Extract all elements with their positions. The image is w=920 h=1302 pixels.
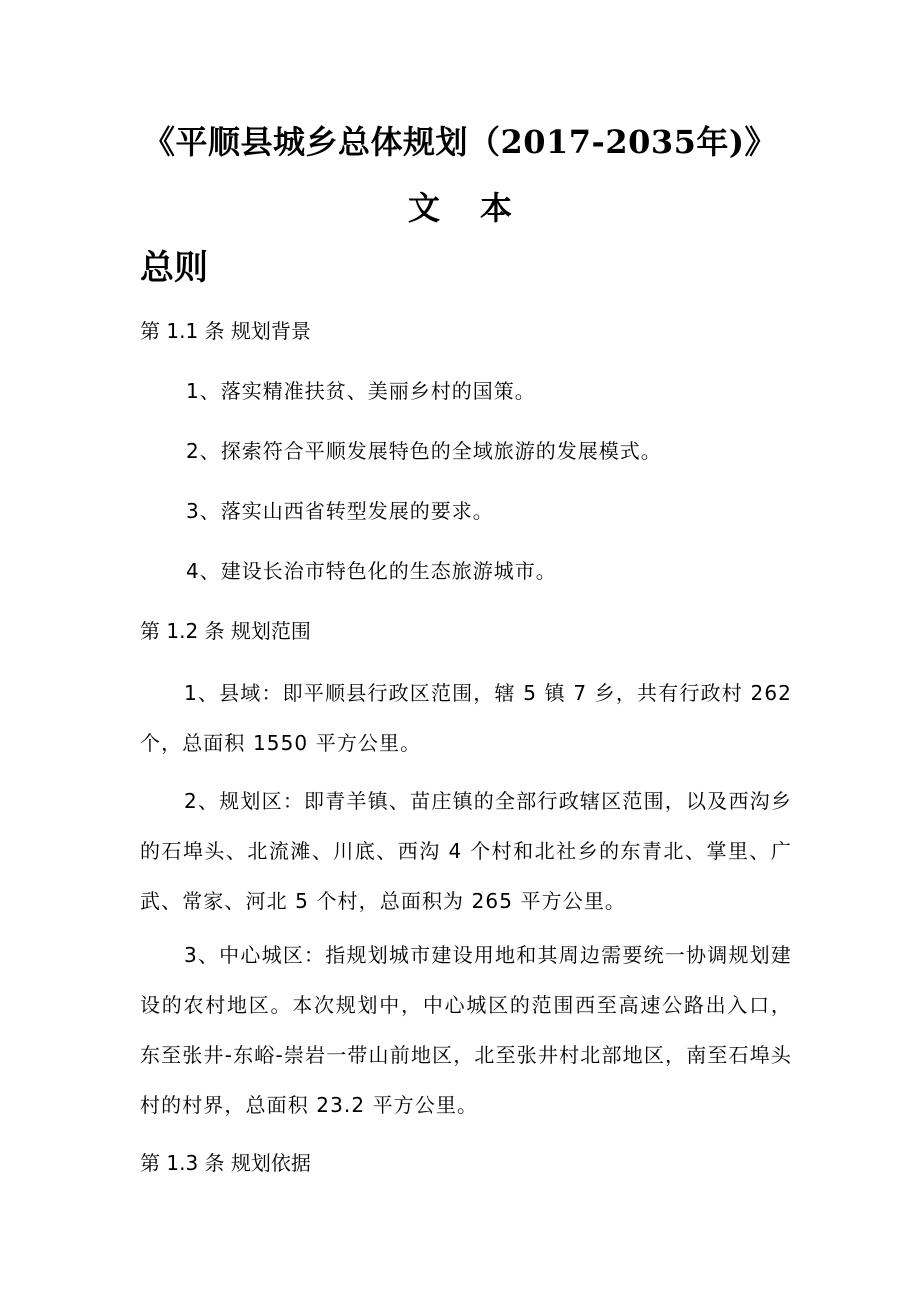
paragraph: 3、中心城区：指规划城市建设用地和其周边需要统一协调规划建设的农村地区。本次规划中，中心城区的范围西至高速公路出入口，东至张井-东峪-崇岩一带山前地区，北至张井村北部地区，南至石埠头村的村界，总面积 23.2 平方公里。 xyxy=(140,943,792,1117)
paragraph: 1、县域：即平顺县行政区范围，辖 5 镇 7 乡，共有行政村 262 个，总面积 1550 平方公里。 xyxy=(140,681,792,755)
list-item: 3、落实山西省转型发展的要求。 xyxy=(186,499,494,523)
article-heading: 第 1.3 条 规划依据 xyxy=(140,1151,311,1175)
article-heading: 第 1.2 条 规划范围 xyxy=(140,619,311,643)
paragraph: 2、规划区：即青羊镇、苗庄镇的全部行政辖区范围，以及西沟乡的石埠头、北流滩、川底、西沟 4 个村和北社乡的东青北、掌里、广武、常家、河北 5 个村，总面积为 265 平方公里。 xyxy=(140,789,792,913)
list-item: 4、建设长治市特色化的生态旅游城市。 xyxy=(186,559,557,583)
list-item: 2、探索符合平顺发展特色的全域旅游的发展模式。 xyxy=(186,439,662,463)
article-heading: 第 1.1 条 规划背景 xyxy=(140,319,311,343)
chapter-heading: 总则 xyxy=(140,248,208,288)
document-subtitle: 文本 xyxy=(407,189,552,227)
document-title: 《平顺县城乡总体规划（2017-2035年)》 xyxy=(142,123,778,161)
list-item: 1、落实精准扶贫、美丽乡村的国策。 xyxy=(186,379,536,403)
